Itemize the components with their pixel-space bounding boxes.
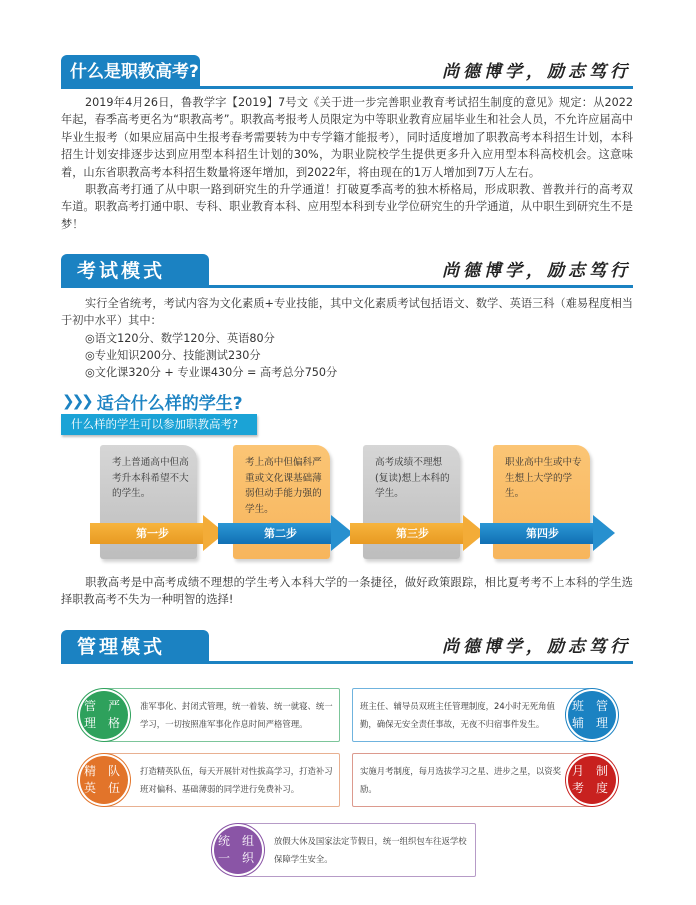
score-item: ◎专业知识200分、技能测试230分 <box>85 349 261 362</box>
step-arrow-1: 第一步 <box>90 515 225 551</box>
section-header-what-is <box>61 51 633 89</box>
badge-strict: 管理 严格 <box>80 691 128 739</box>
step-arrow-2: 第二步 <box>218 515 353 551</box>
mgmt-item-strict: 管理 严格 准军事化、封闭式管理，统一着装、统一就寝、统一学习，一切按照准军事化作息时间严格管理。 <box>80 688 340 742</box>
motto: 尚德博学，励志笃行 <box>442 62 631 82</box>
badge-class-advisor: 班辅 管理 <box>568 691 616 739</box>
mgmt-item-class-advisor: 班辅 管理 班主任、辅导员双班主任管理制度，24小时无死角值勤，确保无安全责任事故，无夜不归宿事件发生。 <box>352 688 622 742</box>
intro-paragraph-1: 2019年4月26日，鲁教学字【2019】7号文《关于进一步完善职业教育考试招生制度的意见》规定：从2022年起，春季高考更名为“职教高考”。职教高考报考人员限定为中等职业教育应届毕业生和社会人员，不允许应届高中毕业生报考（如果应届高中生报考春考需要转为中专学籍才能报考），同时适度增加了职教高考本科招生计划，本科招生计划安排逐步达到应用型本科招生计划的30%，为职业院校学生提供更多升入应用型本科高校机会。这意味着，山东省职教高考本科招生数量将逐年增加，到2022年，将由现在的1万人增加到7万人左右。 <box>61 96 633 179</box>
step-arrow-4: 第四步 <box>480 515 615 551</box>
badge-elite: 精英 队伍 <box>80 756 128 804</box>
step-card-3: 高考成绩不理想(复读)想上本科的学生。 <box>363 445 460 559</box>
intro-paragraph-2: 职教高考打通了从中职一路到研究生的升学通道！打破夏季高考的独木桥格局，形成职教、普教并行的高考双车道。职教高考打通中职、专科、职业教育本科、应用型本科到专业学位研究生的升学通道，从中职生到研究生不是梦！ <box>61 183 633 231</box>
motto: 尚德博学，励志笃行 <box>442 637 631 657</box>
mgmt-item-unified: 统一 组织 放假大休及国家法定节假日，统一组织包车往返学校保障学生安全。 <box>214 823 476 877</box>
question-banner: 什么样的学生可以参加职教高考? <box>61 414 257 435</box>
mgmt-item-monthly-exam: 月考 制度 实施月考制度，每月选拔学习之星、进步之星，以资奖励。 <box>352 753 622 807</box>
section-title: 管理模式 <box>61 630 209 664</box>
step-card-2: 考上高中但偏科严重或文化课基础薄弱但动手能力强的学生。 <box>233 445 330 559</box>
badge-monthly-exam: 月考 制度 <box>568 756 616 804</box>
score-item: ◎语文120分、数学120分、英语80分 <box>85 332 275 345</box>
mgmt-item-elite: 精英 队伍 打造精英队伍，每天开展针对性拔高学习，打造补习班对偏科、基础薄弱的同学进行免费补习。 <box>80 753 340 807</box>
exam-paragraph: 实行全省统考，考试内容为文化素质+专业技能，其中文化素质考试包括语文、数学、英语三科（难易程度相当于初中水平）其中： <box>61 297 633 328</box>
step-card-1: 考上普通高中但高考升本科希望不大的学生。 <box>100 445 197 559</box>
subheading: ❯❯❯ 适合什么样的学生? <box>62 392 243 414</box>
triple-chevron-icon: ❯❯❯ <box>62 392 91 410</box>
motto: 尚德博学，励志笃行 <box>442 261 631 281</box>
section-title: 考试模式 <box>61 254 209 288</box>
section-header-management <box>61 626 633 664</box>
section-title: 什么是职教高考? <box>61 55 200 89</box>
badge-unified: 统一 组织 <box>214 826 262 874</box>
step-card-4: 职业高中生或中专生想上大学的学生。 <box>493 445 590 559</box>
conclusion-paragraph: 职教高考是中高考成绩不理想的学生考入本科大学的一条捷径，做好政策跟踪，相比夏考考不上本科的学生选择职教高考不失为一种明智的选择! <box>61 576 633 607</box>
score-item: ◎文化课320分 + 专业课430分 = 高考总分750分 <box>85 366 338 379</box>
section-header-exam-mode <box>61 250 633 288</box>
step-arrow-3: 第三步 <box>350 515 485 551</box>
